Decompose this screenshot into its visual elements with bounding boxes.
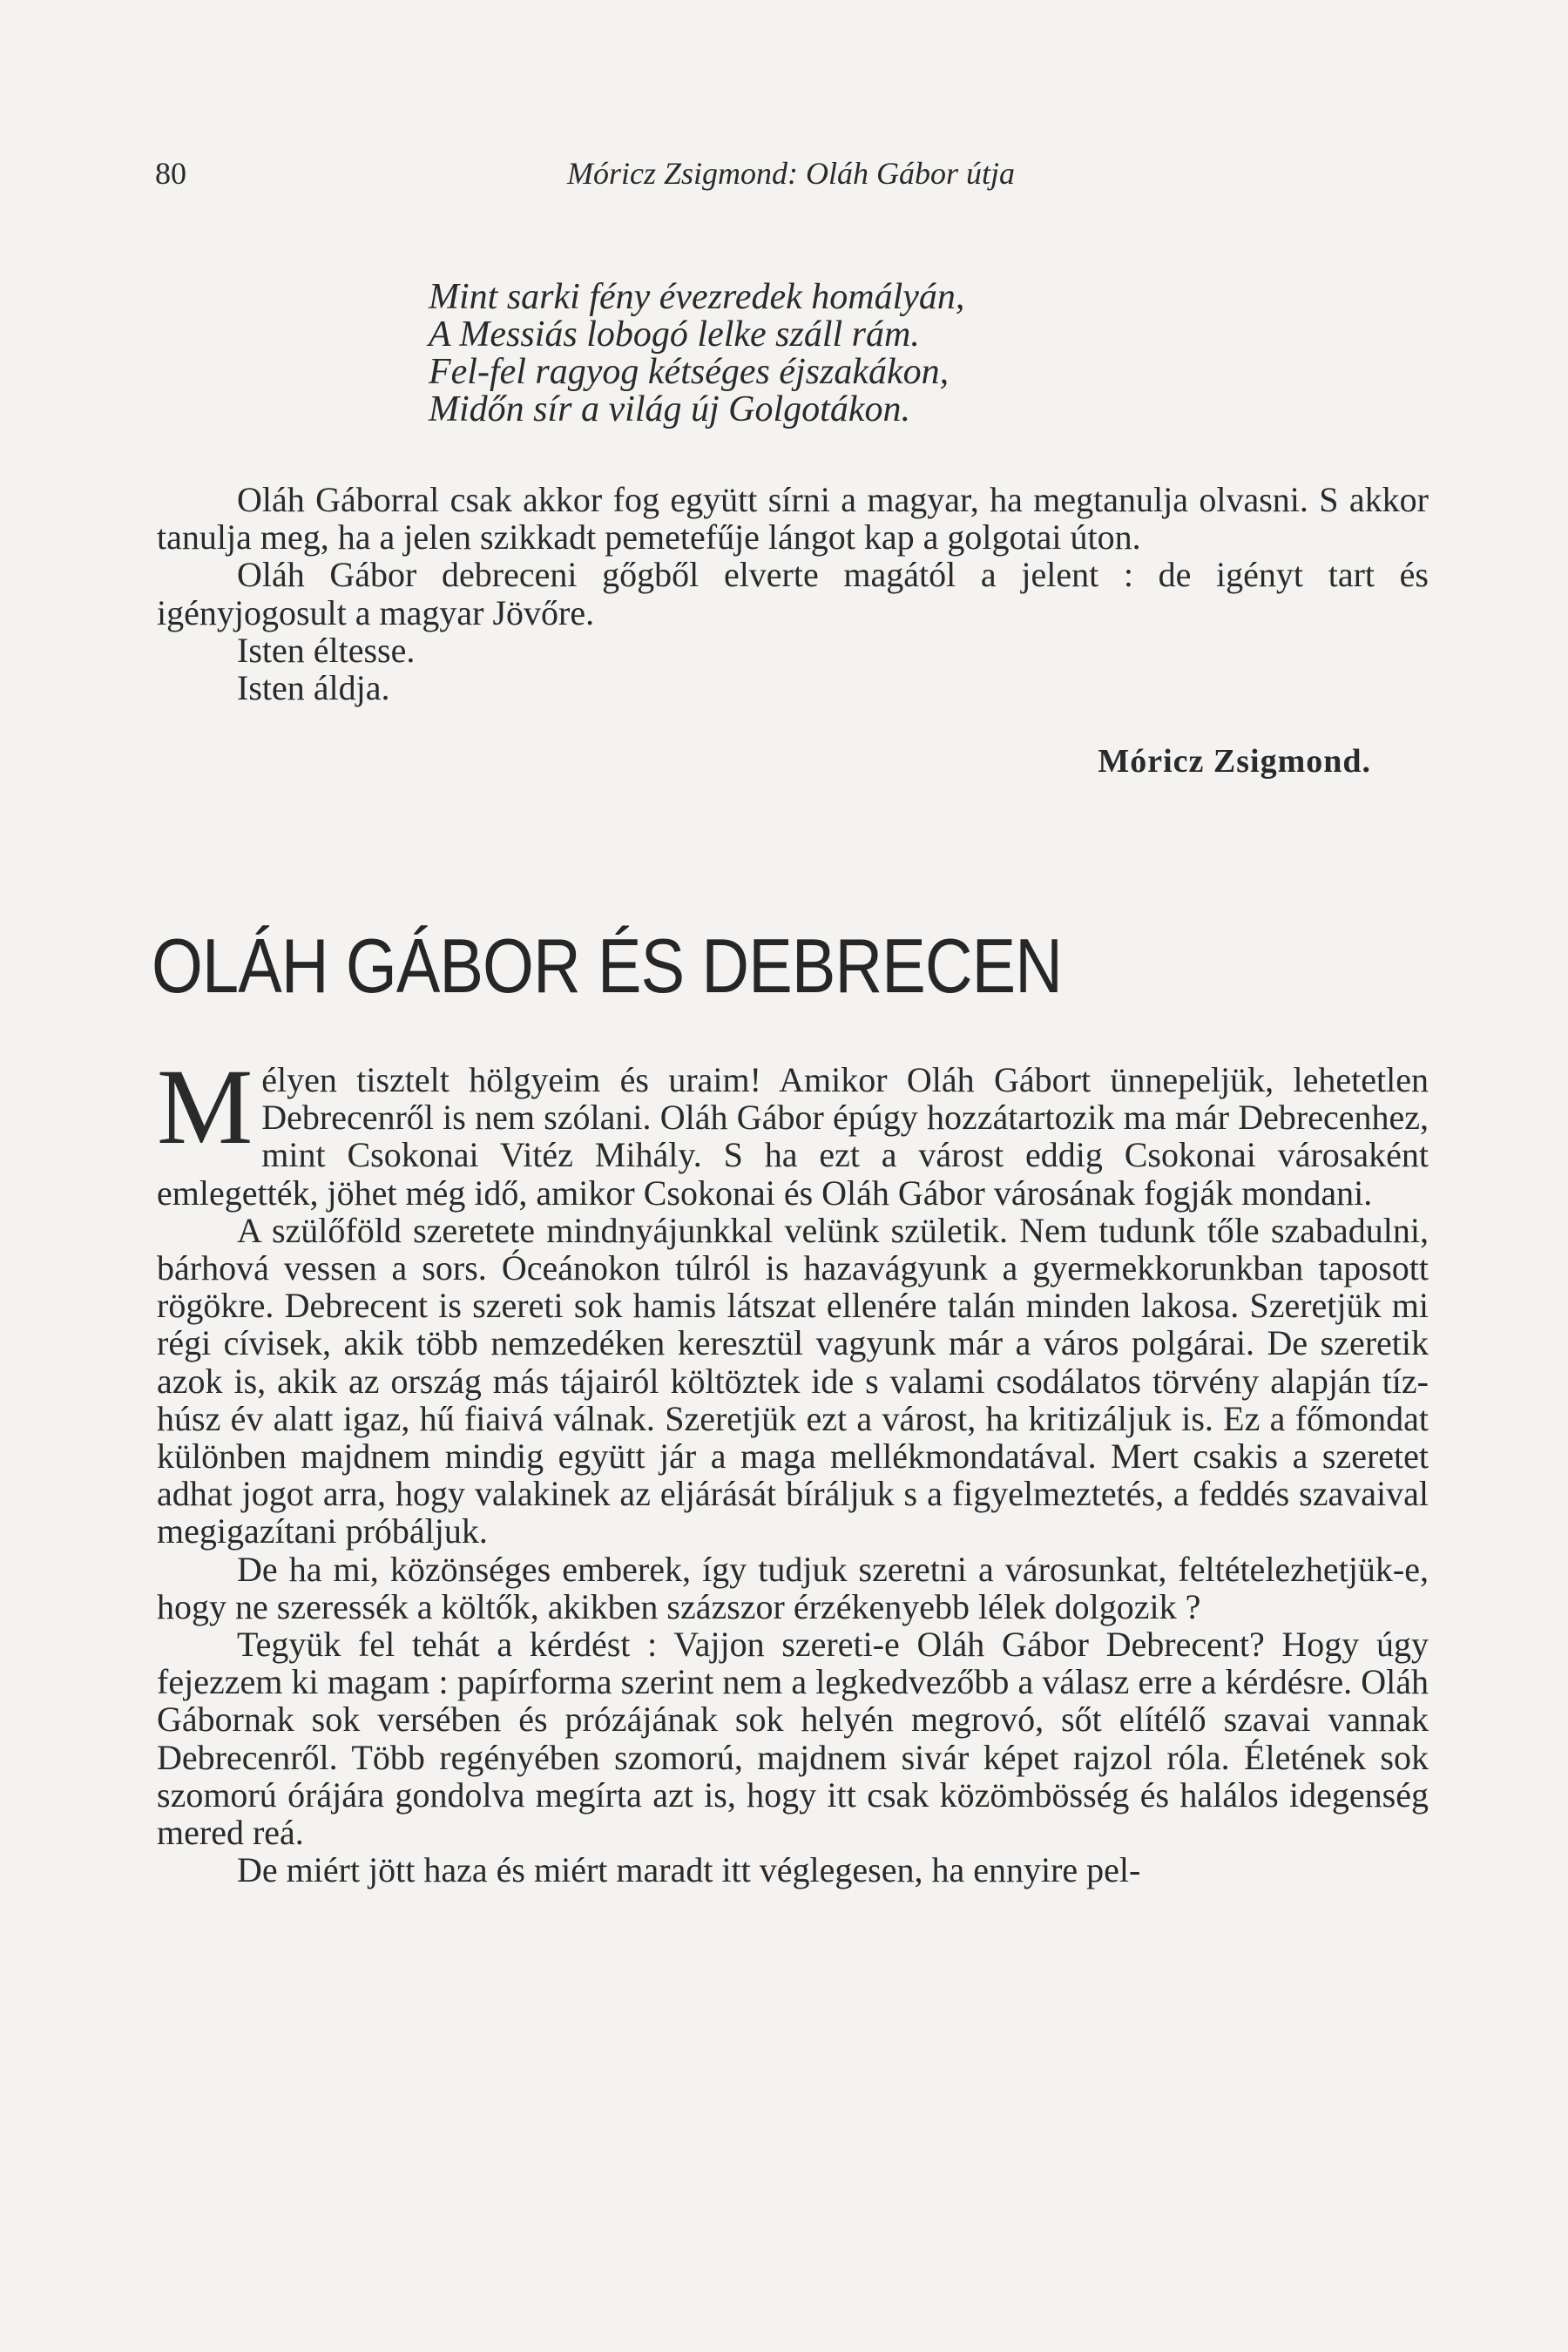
paragraph: De ha mi, közönséges emberek, így tudjuk szeretni a városunkat, feltételezhetjük-e, hogy ne szeressék a költők, akikben százszor érzékenyebb lélek dolgozik ? <box>157 1549 1429 1626</box>
essay-text <box>157 1047 1429 1890</box>
poem-line: A Messiás lobogó lelke száll rám. <box>429 314 920 355</box>
first-paragraph <box>157 1047 1429 1213</box>
section-title: OLÁH GÁBOR ÉS DEBRECEN <box>152 923 1063 1009</box>
paragraph: A szülőföld szeretete mindnyájunkkal velünk születik. Nem tudunk tőle szabadulni, bárhová vessen a sors. Óceánokon túlról is hazavágyunk a gyermekkorunkban taposott rögökre. Debrecent is szereti sok hamis látszat ellenére talán minden lakosa. Szeretjük mi régi cívisek, akik több nemzedéken keresztül vagyunk már a város polgárai. De szeretik azok is, akik az ország más tájairól költöztek ide s valami csodálatos törvény alapján tíz-húsz év alatt igaz, hű fiaivá válnak. Szeretjük ezt a várost, ha kritizáljuk is. Ez a főmondat különben majdnem mindig együtt jár a maga mellékmondatával. Mert csakis a szeretet adhat jogot arra, hogy valakinek az eljárását bíráljuk s a figyelmeztetés, a feddés szavaival megigazítani próbáljuk. <box>157 1210 1429 1551</box>
running-title: Móricz Zsigmond: Oláh Gábor útja <box>566 156 1016 191</box>
intro-text <box>157 481 1429 706</box>
page-header <box>155 155 1427 199</box>
paragraph: Isten éltesse. <box>237 630 416 670</box>
paragraph: Oláh Gábor debreceni gőgből elverte magától a jelent : de igényt tart és igényjogosult a magyar Jövőre. <box>157 555 1429 632</box>
drop-cap: M <box>157 1047 253 1166</box>
paragraph: De miért jött haza és miért maradt itt véglegesen, ha ennyire pel- <box>237 1850 1141 1890</box>
poem-line: Fel-fel ragyog kétséges éjszakákon, <box>429 352 950 392</box>
poem-line: Mint sarki fény évezredek homályán, <box>429 277 965 317</box>
poem-stanza <box>429 279 964 429</box>
poem-line: Midőn sír a világ új Golgotákon. <box>429 389 910 429</box>
paragraph: Isten áldja. <box>237 668 390 708</box>
first-paragraph-text: élyen tisztelt hölgyeim és uraim! Amikor Oláh Gábort ünnepeljük, lehetetlen Debrecenről is nem szólani. Oláh Gábor épúgy hozzátartozik ma már Debrecenhez, mint Csokonai Vitéz Mihály. S ha ezt a várost eddig Csokonai városaként emlegették, jöhet még idő, amikor Csokonai és Oláh Gábor városának fogják mondani. <box>157 1060 1429 1213</box>
paragraph: Oláh Gáborral csak akkor fog együtt sírni a magyar, ha megtanulja olvasni. S akkor tanulja meg, ha a jelen szikkadt pemetefűje lángot kap a golgotai úton. <box>157 480 1429 558</box>
page-number: 80 <box>155 156 186 191</box>
author-signature: Móricz Zsigmond. <box>1098 743 1371 780</box>
paragraph: Tegyük fel tehát a kérdést : Vajjon szereti-e Oláh Gábor Debrecent? Hogy úgy fejezzem ki magam : papírforma szerint nem a legkedvezőbb a válasz erre a kérdésre. Oláh Gábornak sok versében és prózájának sok helyén megrovó, sőt elítélő szavai vannak Debrecenről. Több regényében szomorú, majdnem sivár képet rajzol róla. Életének sok szomorú órájára gondolva megírta azt is, hogy itt csak közömbösség és halálos idegenség mered reá. <box>157 1625 1429 1853</box>
